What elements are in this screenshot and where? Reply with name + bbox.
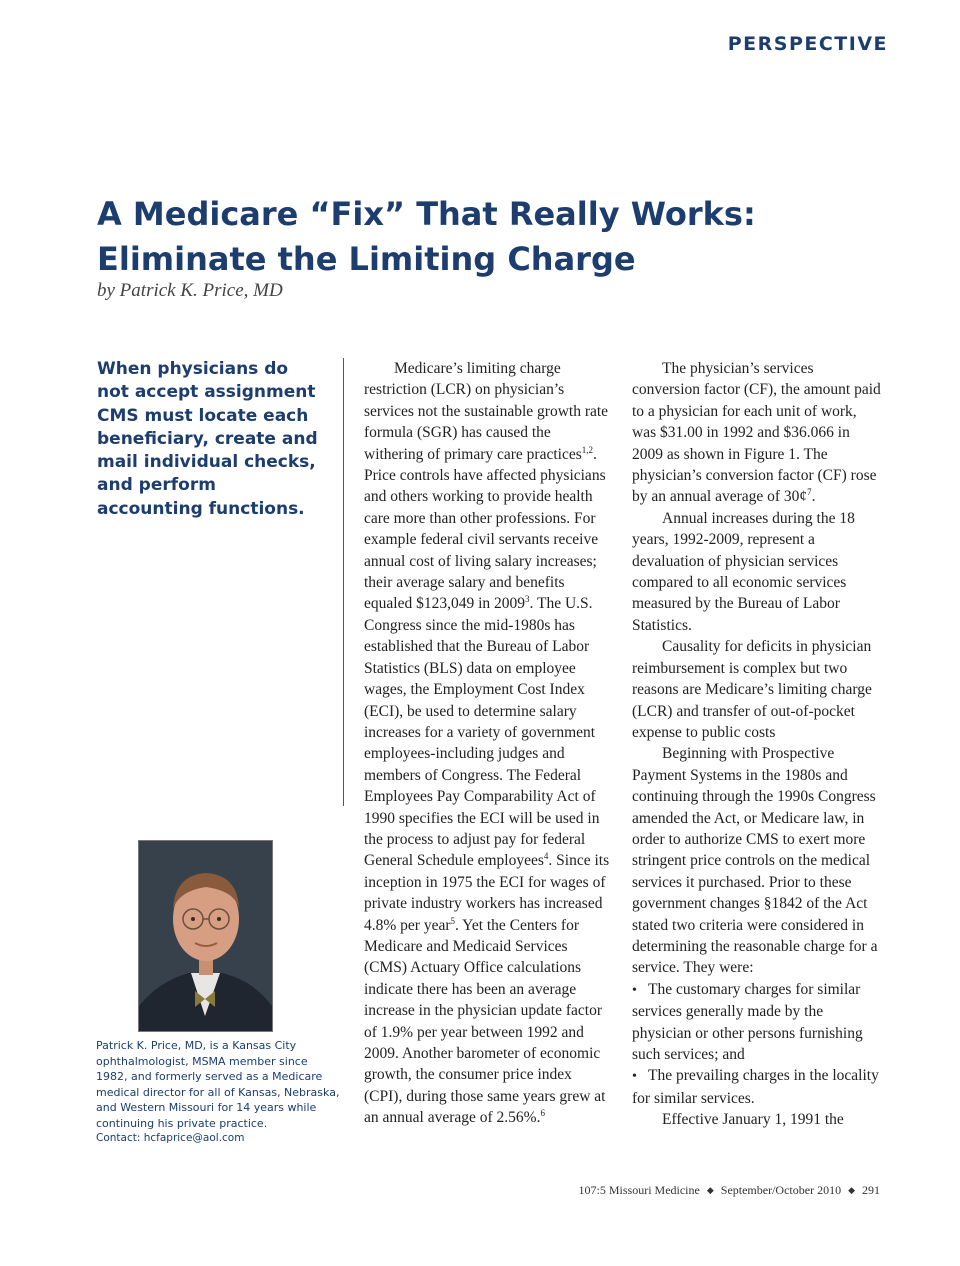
section-label: PERSPECTIVE: [727, 33, 888, 55]
title-line-2: Eliminate the Limiting Charge: [97, 240, 636, 278]
bullet-item: • The prevailing charges in the locality for similar services.: [632, 1067, 879, 1107]
footnote-ref: 7: [807, 487, 812, 498]
paragraph: Causality for deficits in physician reimbursement is complex but two reasons are Medicare’s limiting charge (LCR) and transfer of out-of-pocket expense to public costs: [632, 638, 872, 741]
column-divider: [343, 358, 344, 806]
footer-issue: 107:5 Missouri Medicine: [578, 1183, 700, 1197]
footnote-ref: 5: [450, 915, 455, 926]
author-caption: [96, 1038, 341, 1147]
body-column-2: [632, 358, 884, 1131]
author-photo: [138, 840, 273, 1032]
bullet-icon: •: [632, 982, 637, 998]
body-column-1: [364, 358, 610, 1129]
page-footer: [579, 1183, 880, 1198]
footnote-ref: 4: [543, 851, 549, 862]
paragraph: Medicare’s limiting charge restriction (LCR) on physician’s services not the sustainable growth rate formula (SGR) has caused the withering of primary care practices$^{1,2}$. Price controls have affected physicians and others working to provide health care more than other professions. For example federal civil servants receive annual cost of living salary increases; their average salary and benefits equaled $123,049 in 2009$^3$. The U.S. Congress since the mid-1980s has established that the Bureau of Labor Statistics (BLS) data on employee wages, the Employment Cost Index (ECI), be used to determine salary increases for a variety of government employees-including judges and members of Congress. The Federal Employees Pay Comparability Act of 1990 specifies the ECI will be used in the process to adjust pay for federal General Schedule employees$^4$. Since its inception in 1975 the ECI for wages of private industry workers has increased 4.8% per year$^5$. Yet the Centers for Medicare and Medicaid Services (CMS) Actuary Office calculations indicate there has been an average increase in the physician update factor of 1.9% per year between 1992 and 2009. Another barometer of economic growth, the consumer price index (CPI), during those same years grew at an annual average of 2.56%.$^6$: [364, 360, 610, 1127]
diamond-icon: ◆: [706, 1185, 714, 1195]
title-line-1: A Medicare “Fix” That Really Works:: [97, 195, 756, 233]
author-portrait: [139, 841, 272, 1031]
paragraph: The physician’s services conversion factor (CF), the amount paid to a physician for each unit of work, was $31.00 in 1992 and $36.066 in 2009 as shown in Figure 1. The physician’s conversion factor (CF) rose by an annual average of 30¢$^7$.: [632, 360, 881, 506]
footer-date: September/October 2010: [720, 1183, 842, 1197]
paragraph: Effective January 1, 1991 the: [662, 1111, 844, 1129]
pull-quote: When physicians do not accept assignment CMS must locate each beneficiary, create and mail individual checks, and perform accounting functions.: [97, 359, 318, 519]
bullet-icon: •: [632, 1069, 637, 1085]
author-contact: Contact: hcfaprice@aol.com: [96, 1132, 245, 1144]
byline: by Patrick K. Price, MD: [97, 280, 283, 301]
footnote-ref: 1,2: [581, 444, 594, 455]
page-number: 291: [862, 1183, 880, 1197]
bullet-item: • The customary charges for similar services generally made by the physician or other persons furnishing such services; and: [632, 980, 863, 1063]
footnote-ref: 6: [540, 1108, 545, 1119]
article-title: [97, 192, 797, 282]
footnote-ref: 3: [525, 594, 530, 605]
diamond-icon: ◆: [848, 1185, 855, 1195]
caption-text: Patrick K. Price, MD, is a Kansas City ophthalmologist, MSMA member since 1982, and formerly served as a Medicare medical director for all of Kansas, Nebraska, and Western Missouri for 14 years while continuing his private practice.: [96, 1039, 340, 1130]
paragraph: Annual increases during the 18 years, 1992-2009, represent a devaluation of physician services compared to all economic services measured by the Bureau of Labor Statistics.: [632, 509, 855, 634]
paragraph: Beginning with Prospective Payment Systems in the 1980s and continuing through the 1990s Congress amended the Act, or Medicare law, in order to authorize CMS to exert more stringent price controls on the medical services it purchased. Prior to these government changes §1842 of the Act stated two criteria were considered in determining the reasonable charge for a service. They were:: [632, 745, 878, 977]
